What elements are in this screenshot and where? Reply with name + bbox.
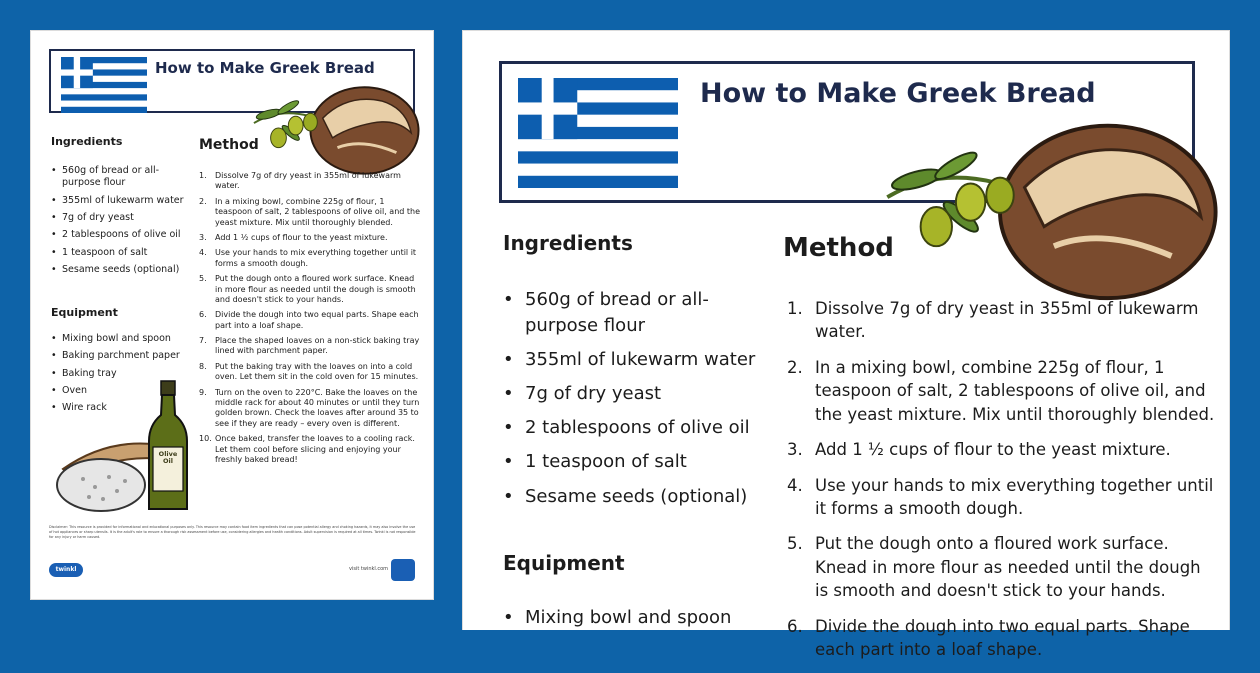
list-item: 8. Put the baking tray with the loaves on into a cold oven. Let them sit in the cold oven for 15 minutes. — [199, 361, 419, 382]
list-item: • 355ml of lukewarm water — [503, 347, 773, 373]
list-item: • Oven — [51, 385, 191, 397]
list-item: • Sesame seeds (optional) — [503, 484, 773, 510]
olive-oil-bottle-icon — [147, 381, 189, 513]
list-item: • 2 tablespoons of olive oil — [51, 229, 191, 241]
list-item: 2. In a mixing bowl, combine 225g of flour, 1 teaspoon of salt, 2 tablespoons of olive oil, and the yeast mixture. Mix until thoroughly blended. — [199, 196, 421, 227]
list-item: • Sesame seeds (optional) — [51, 264, 191, 276]
list-item: • 1 teaspoon of salt — [503, 449, 773, 475]
bread-olives-icon — [249, 73, 421, 183]
ingredients-list — [51, 165, 191, 281]
list-item: 6. Divide the dough into two equal parts. Shape each part into a loaf shape. — [199, 310, 419, 330]
list-item: 7. Place the shaped loaves on a non-stick baking tray lined with parchment paper. — [199, 336, 420, 356]
list-item: • 7g of dry yeast — [51, 212, 191, 224]
list-item: • Mixing bowl and spoon — [503, 605, 773, 631]
list-item: 4. Use your hands to mix everything together until it forms a smooth dough. — [787, 475, 1214, 518]
equipment-list — [503, 605, 773, 639]
brand-logo: twinkl — [49, 563, 83, 577]
list-item: • 1 teaspoon of salt — [51, 247, 191, 259]
list-item: 2. In a mixing bowl, combine 225g of flour, 1 teaspoon of salt, 2 tablespoons of olive oil, and the yeast mixture. Mix until thoroughly blended. — [787, 357, 1215, 424]
oil-label: Olive Oil — [158, 450, 178, 466]
method-list — [199, 171, 423, 470]
list-item: 1. Dissolve 7g of dry yeast in 355ml of lukewarm water. — [787, 299, 1199, 342]
list-item: 4. Use your hands to mix everything together until it forms a smooth dough. — [199, 248, 417, 268]
list-item: • Wire rack — [51, 402, 191, 414]
ingredients-heading: Ingredients — [51, 135, 123, 148]
list-item: 3. Add 1 ½ cups of flour to the yeast mixture. — [199, 232, 388, 242]
greek-flag-icon — [61, 57, 147, 113]
disclaimer-text: Disclaimer: This resource is provided for informational and educational purposes only. This resource may contain food item ingredients that can pose potential allergy and choking hazards, it may also involve the use of hot appliances or sharp utensils. It is the adult's role to ensure a thorough risk assessment before use, considering allergies and health conditions. Adult supervision is required at all times. Twinkl is not responsible for any injury or harm caused. — [49, 525, 416, 539]
ingredients-heading: Ingredients — [503, 231, 633, 255]
ingredients-list — [503, 287, 773, 518]
thumbnail-page — [30, 30, 434, 600]
list-item: • 7g of dry yeast — [503, 381, 773, 407]
list-item: • Baking parchment paper — [51, 350, 191, 362]
equipment-heading: Equipment — [503, 551, 625, 575]
list-item: 5. Put the dough onto a floured work surface. Knead in more flour as needed until the dough is smooth and doesn't stick to your hands. — [787, 534, 1201, 601]
list-item: • 355ml of lukewarm water — [51, 195, 191, 207]
greek-flag-icon — [518, 78, 678, 188]
list-item: 9. Turn on the oven to 220°C. Bake the loaves on the middle rack for about 40 minutes or until they turn golden brown. Check the loaves after around 35 to see if they are ready – every oven is different. — [199, 387, 420, 428]
list-item: 3. Add 1 ½ cups of flour to the yeast mixture. — [787, 440, 1171, 460]
zoomed-page — [462, 30, 1230, 660]
badge-icon — [391, 559, 415, 581]
page-title: How to Make Greek Bread — [700, 78, 1096, 109]
equipment-heading: Equipment — [51, 306, 118, 319]
list-item: 10. Once baked, transfer the loaves to a cooling rack. Let them cool before slicing and enjoying your freshly baked bread! — [199, 434, 415, 464]
method-heading: Method — [199, 137, 259, 153]
page-title: How to Make Greek Bread — [155, 59, 375, 77]
list-item: • 2 tablespoons of olive oil — [503, 415, 773, 441]
list-item: 1. Dissolve 7g of dry yeast in 355ml of lukewarm water. — [199, 171, 401, 191]
method-list — [787, 297, 1219, 673]
method-heading: Method — [783, 233, 894, 263]
bread-olives-icon — [873, 109, 1225, 305]
list-item: 5. Put the dough onto a floured work surface. Knead in more flour as needed until the dough is smooth and doesn't stick to your hands. — [199, 274, 416, 304]
list-item: • 560g of bread or all-purpose flour — [51, 165, 191, 190]
list-item: • Baking tray — [51, 368, 191, 380]
list-item: 6. Divide the dough into two equal parts. Shape each part into a loaf shape. — [787, 616, 1190, 660]
list-item: • Mixing bowl and spoon — [51, 333, 191, 345]
list-item: • 560g of bread or all-purpose flour — [503, 287, 773, 339]
visit-link: visit twinkl.com — [349, 566, 389, 572]
